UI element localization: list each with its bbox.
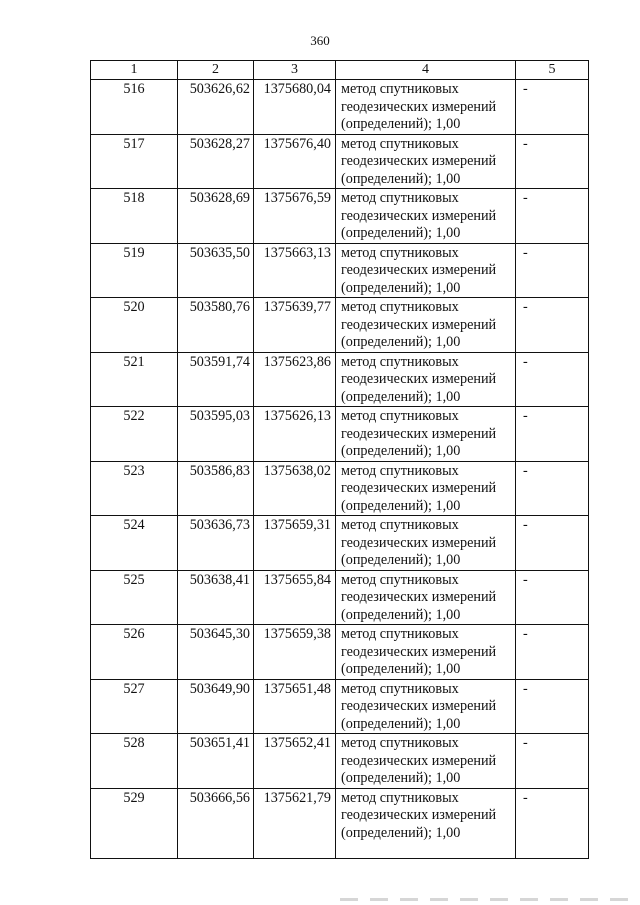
method-cell: метод спутниковых геодезических измерений (определений); 1,00 <box>336 461 516 516</box>
column-header-3: 3 <box>254 61 336 80</box>
note-cell: - <box>516 243 589 298</box>
point-number-cell: 528 <box>91 734 178 789</box>
method-cell: метод спутниковых геодезических измерений (определений); 1,00 <box>336 734 516 789</box>
x-coordinate-cell: 503591,74 <box>178 352 254 407</box>
table-row <box>91 570 589 625</box>
coordinates-table <box>90 60 589 859</box>
table-row <box>91 625 589 680</box>
x-coordinate-cell: 503586,83 <box>178 461 254 516</box>
x-coordinate-cell: 503666,56 <box>178 788 254 858</box>
note-cell: - <box>516 788 589 858</box>
point-number-cell: 524 <box>91 516 178 571</box>
point-number-cell: 529 <box>91 788 178 858</box>
method-cell: метод спутниковых геодезических измерений (определений); 1,00 <box>336 570 516 625</box>
column-header-2: 2 <box>178 61 254 80</box>
note-cell: - <box>516 352 589 407</box>
table-row <box>91 189 589 244</box>
point-number-cell: 525 <box>91 570 178 625</box>
point-number-cell: 522 <box>91 407 178 462</box>
y-coordinate-cell: 1375652,41 <box>254 734 336 789</box>
column-header-5: 5 <box>516 61 589 80</box>
y-coordinate-cell: 1375621,79 <box>254 788 336 858</box>
y-coordinate-cell: 1375676,40 <box>254 134 336 189</box>
table-row <box>91 734 589 789</box>
note-cell: - <box>516 80 589 135</box>
method-cell: метод спутниковых геодезических измерений (определений); 1,00 <box>336 679 516 734</box>
note-cell: - <box>516 407 589 462</box>
note-cell: - <box>516 625 589 680</box>
table-row <box>91 679 589 734</box>
method-cell: метод спутниковых геодезических измерений (определений); 1,00 <box>336 352 516 407</box>
x-coordinate-cell: 503628,27 <box>178 134 254 189</box>
table-row <box>91 298 589 353</box>
y-coordinate-cell: 1375626,13 <box>254 407 336 462</box>
table-row <box>91 461 589 516</box>
note-cell: - <box>516 298 589 353</box>
y-coordinate-cell: 1375676,59 <box>254 189 336 244</box>
method-cell: метод спутниковых геодезических измерений (определений); 1,00 <box>336 298 516 353</box>
note-cell: - <box>516 461 589 516</box>
column-header-4: 4 <box>336 61 516 80</box>
point-number-cell: 517 <box>91 134 178 189</box>
x-coordinate-cell: 503628,69 <box>178 189 254 244</box>
x-coordinate-cell: 503636,73 <box>178 516 254 571</box>
table-header-row <box>91 61 589 80</box>
note-cell: - <box>516 570 589 625</box>
x-coordinate-cell: 503635,50 <box>178 243 254 298</box>
x-coordinate-cell: 503595,03 <box>178 407 254 462</box>
point-number-cell: 519 <box>91 243 178 298</box>
y-coordinate-cell: 1375639,77 <box>254 298 336 353</box>
method-cell: метод спутниковых геодезических измерений (определений); 1,00 <box>336 407 516 462</box>
table-row <box>91 407 589 462</box>
table-row <box>91 788 589 858</box>
method-cell: метод спутниковых геодезических измерений (определений); 1,00 <box>336 516 516 571</box>
point-number-cell: 526 <box>91 625 178 680</box>
table-row <box>91 243 589 298</box>
table-row <box>91 134 589 189</box>
note-cell: - <box>516 679 589 734</box>
x-coordinate-cell: 503651,41 <box>178 734 254 789</box>
method-cell: метод спутниковых геодезических измерений (определений); 1,00 <box>336 189 516 244</box>
note-cell: - <box>516 734 589 789</box>
table-row <box>91 80 589 135</box>
method-cell: метод спутниковых геодезических измерений (определений); 1,00 <box>336 788 516 858</box>
y-coordinate-cell: 1375659,31 <box>254 516 336 571</box>
table-body <box>91 80 589 859</box>
point-number-cell: 523 <box>91 461 178 516</box>
x-coordinate-cell: 503580,76 <box>178 298 254 353</box>
y-coordinate-cell: 1375655,84 <box>254 570 336 625</box>
y-coordinate-cell: 1375659,38 <box>254 625 336 680</box>
note-cell: - <box>516 134 589 189</box>
y-coordinate-cell: 1375651,48 <box>254 679 336 734</box>
note-cell: - <box>516 516 589 571</box>
note-cell: - <box>516 189 589 244</box>
method-cell: метод спутниковых геодезических измерений (определений); 1,00 <box>336 80 516 135</box>
y-coordinate-cell: 1375680,04 <box>254 80 336 135</box>
method-cell: метод спутниковых геодезических измерений (определений); 1,00 <box>336 134 516 189</box>
table-row <box>91 352 589 407</box>
y-coordinate-cell: 1375663,13 <box>254 243 336 298</box>
scan-artifact <box>340 898 630 901</box>
point-number-cell: 521 <box>91 352 178 407</box>
point-number-cell: 520 <box>91 298 178 353</box>
point-number-cell: 516 <box>91 80 178 135</box>
point-number-cell: 518 <box>91 189 178 244</box>
x-coordinate-cell: 503645,30 <box>178 625 254 680</box>
x-coordinate-cell: 503626,62 <box>178 80 254 135</box>
y-coordinate-cell: 1375623,86 <box>254 352 336 407</box>
column-header-1: 1 <box>91 61 178 80</box>
x-coordinate-cell: 503638,41 <box>178 570 254 625</box>
table-row <box>91 516 589 571</box>
method-cell: метод спутниковых геодезических измерений (определений); 1,00 <box>336 243 516 298</box>
point-number-cell: 527 <box>91 679 178 734</box>
y-coordinate-cell: 1375638,02 <box>254 461 336 516</box>
page-number: 360 <box>310 33 330 48</box>
method-cell: метод спутниковых геодезических измерений (определений); 1,00 <box>336 625 516 680</box>
x-coordinate-cell: 503649,90 <box>178 679 254 734</box>
